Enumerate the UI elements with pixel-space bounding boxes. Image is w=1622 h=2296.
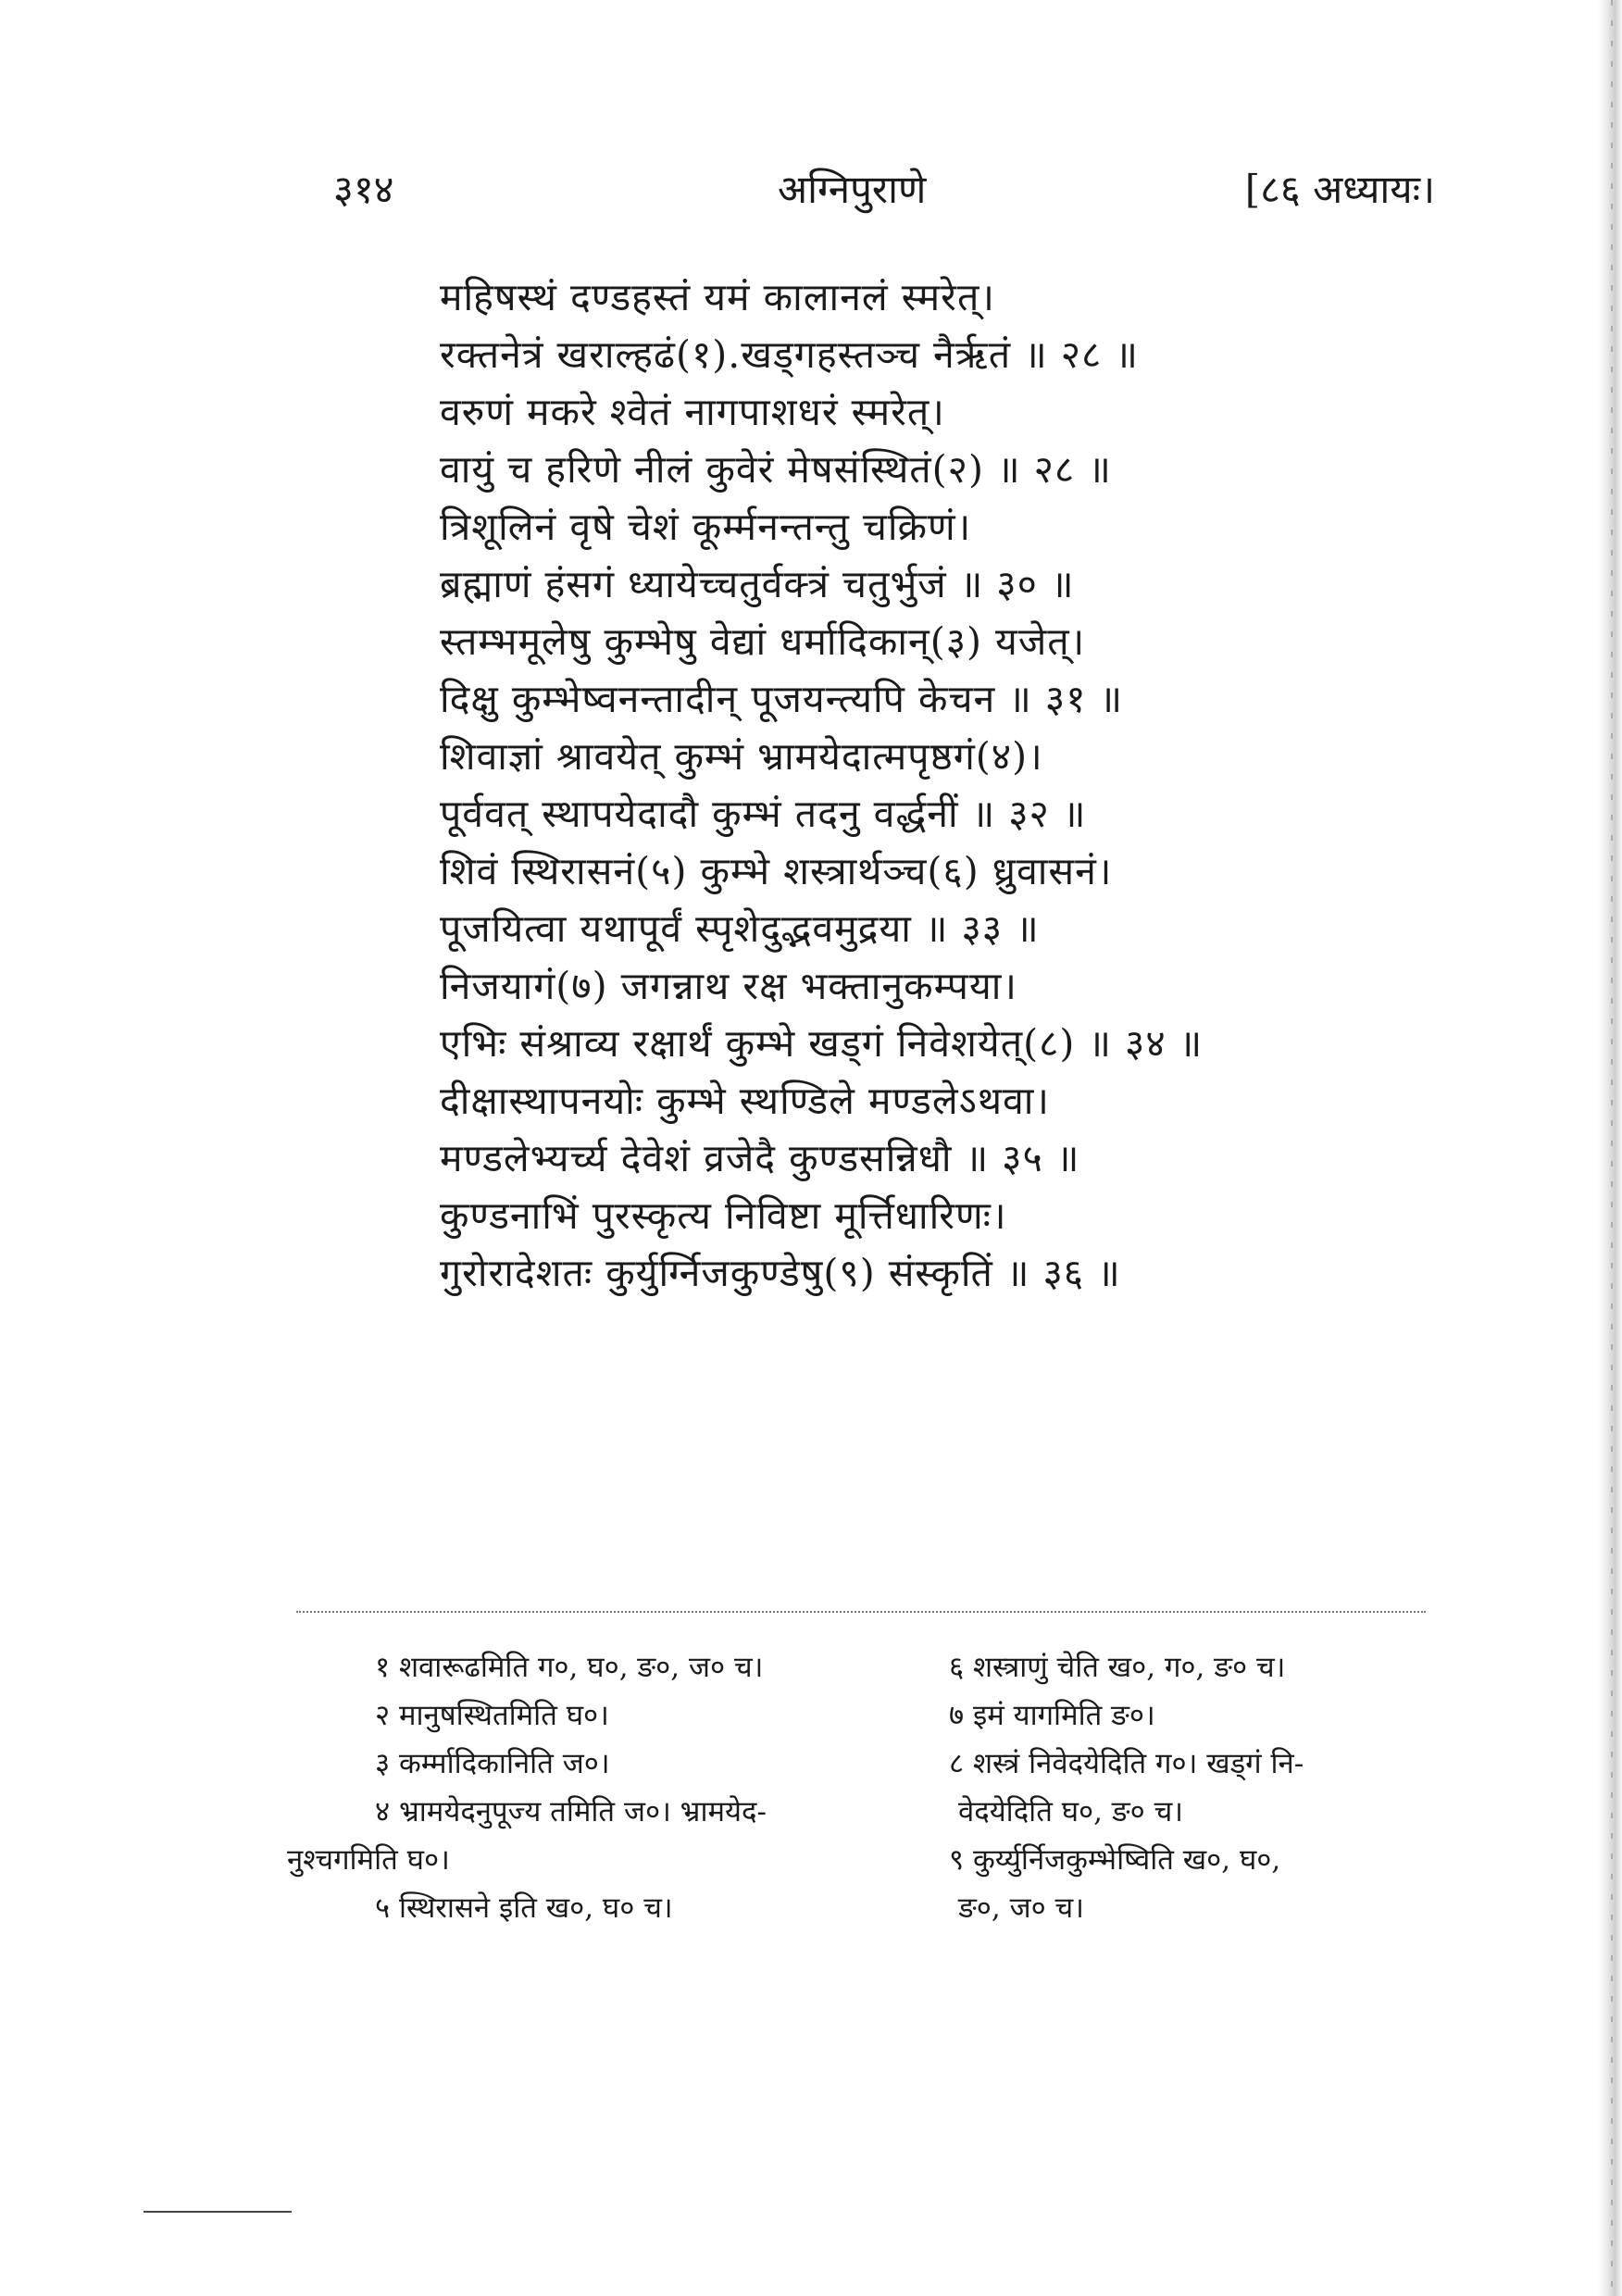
footnotes-right-column: [930, 1643, 1449, 1932]
page-edge-shadow: [1611, 0, 1613, 2296]
verse-line: दिक्षु कुम्भेष्वनन्तादीन् पूजयन्त्यपि केचन ॥ ३१ ॥: [440, 677, 1124, 721]
verse-line: शिवाज्ञां श्रावयेत् कुम्भं भ्रामयेदात्मपृष्ठगं(४)।: [440, 734, 1043, 779]
page-edge: [1598, 0, 1622, 2296]
verse-block: [440, 268, 1449, 1302]
verse-line: पूजयित्वा यथापूर्वं स्पृशेदुद्भवमुद्रया ॥ ३३ ॥: [440, 906, 1040, 951]
footnote-continuation: ङ०, ज० च।: [958, 1891, 1084, 1925]
chapter-label: [८६ अध्यायः।: [1244, 167, 1435, 212]
verse-line: गुरोरादेशतः कुर्युर्ग्निजकुण्डेषु(९) संस्कृतिं ॥ ३६ ॥: [440, 1251, 1121, 1295]
running-title: अग्निपुराणे: [778, 167, 927, 212]
verse-line: महिषस्थं दण्डहस्तं यमं कालानलं स्मरेत्।: [440, 275, 995, 319]
verse-line: शिवं स्थिरासनं(५) कुम्भे शस्त्रार्थञ्च(६) ध्रुवासनं।: [440, 849, 1113, 893]
footnotes-left-column: [287, 1643, 917, 1932]
footnote: १ शवारूढमिति ग०, घ०, ङ०, ज० च।: [375, 1651, 764, 1684]
verse-line: दीक्षास्थापनयोः कुम्भे स्थण्डिले मण्डलेऽथवा।: [440, 1079, 1050, 1123]
verse-line: पूर्ववत् स्थापयेदादौ कुम्भं तदनु वर्द्धनीं ॥ ३२ ॥: [440, 792, 1087, 836]
verse-line: रक्तनेत्रं खराल्हढं(१).खड्गहस्तञ्च नैर्ऋतं ॥ २८ ॥: [440, 332, 1139, 377]
footnote: ८ शस्त्रं निवेदयेदिति ग०। खड्गं नि-: [949, 1747, 1304, 1780]
footnote: ६ शस्त्राणुं चेति ख०, ग०, ङ० च।: [949, 1651, 1286, 1684]
footnote-divider: [296, 1611, 1426, 1613]
verse-line: ब्रह्माणं हंसगं ध्यायेच्चतुर्वक्त्रं चतुर्भुजं ॥ ३० ॥: [440, 562, 1075, 606]
verse-line: त्रिशूलिनं वृषे चेशं कूर्म्मनन्तन्तु चक्रिणं।: [440, 505, 972, 549]
footnote-continuation: नुश्चगमिति घ०।: [287, 1843, 450, 1877]
footnote: ४ भ्रामयेदनुपूज्य तमिति ज०। भ्रामयेद-: [375, 1795, 767, 1828]
footnote-continuation: वेदयेदिति घ०, ङ० च।: [958, 1795, 1184, 1828]
bottom-rule: [143, 2211, 292, 2213]
verse-line: निजयागं(७) जगन्नाथ रक्ष भक्तानुकम्पया।: [440, 964, 1017, 1008]
page-header: [333, 162, 1435, 227]
footnote: ९ कुर्य्युर्निजकुम्भेष्विति ख०, घ०,: [949, 1843, 1281, 1877]
verse-line: कुण्डनाभिं पुरस्कृत्य निविष्टा मूर्त्तिधारिणः।: [440, 1193, 1007, 1238]
verse-line: एभिः संश्राव्य रक्षार्थं कुम्भे खड्गं निवेशयेत्(८) ॥ ३४ ॥: [440, 1021, 1204, 1066]
verse-line: मण्डलेभ्यर्च्य देवेशं व्रजेदै कुण्डसन्निधौ ॥ ३५ ॥: [440, 1136, 1080, 1180]
footnote: ७ इमं यागमिति ङ०।: [949, 1699, 1155, 1732]
footnote: ५ स्थिरासने इति ख०, घ० च।: [375, 1891, 673, 1925]
footnote: ३ कर्म्मादिकानिति ज०।: [375, 1747, 610, 1780]
footnote: २ मानुषस्थितमिति घ०।: [375, 1699, 609, 1732]
verse-line: वरुणं मकरे श्वेतं नागपाशधरं स्मरेत्।: [440, 390, 945, 434]
page-number: ३१४: [333, 167, 394, 212]
verse-line: स्तम्भमूलेषु कुम्भेषु वेद्यां धर्मादिकान्(३) यजेत्।: [440, 619, 1086, 664]
footnotes: [287, 1643, 1444, 2032]
verse-line: वायुं च हरिणे नीलं कुवेरं मेषसंस्थितं(२) ॥ २८ ॥: [440, 447, 1112, 492]
